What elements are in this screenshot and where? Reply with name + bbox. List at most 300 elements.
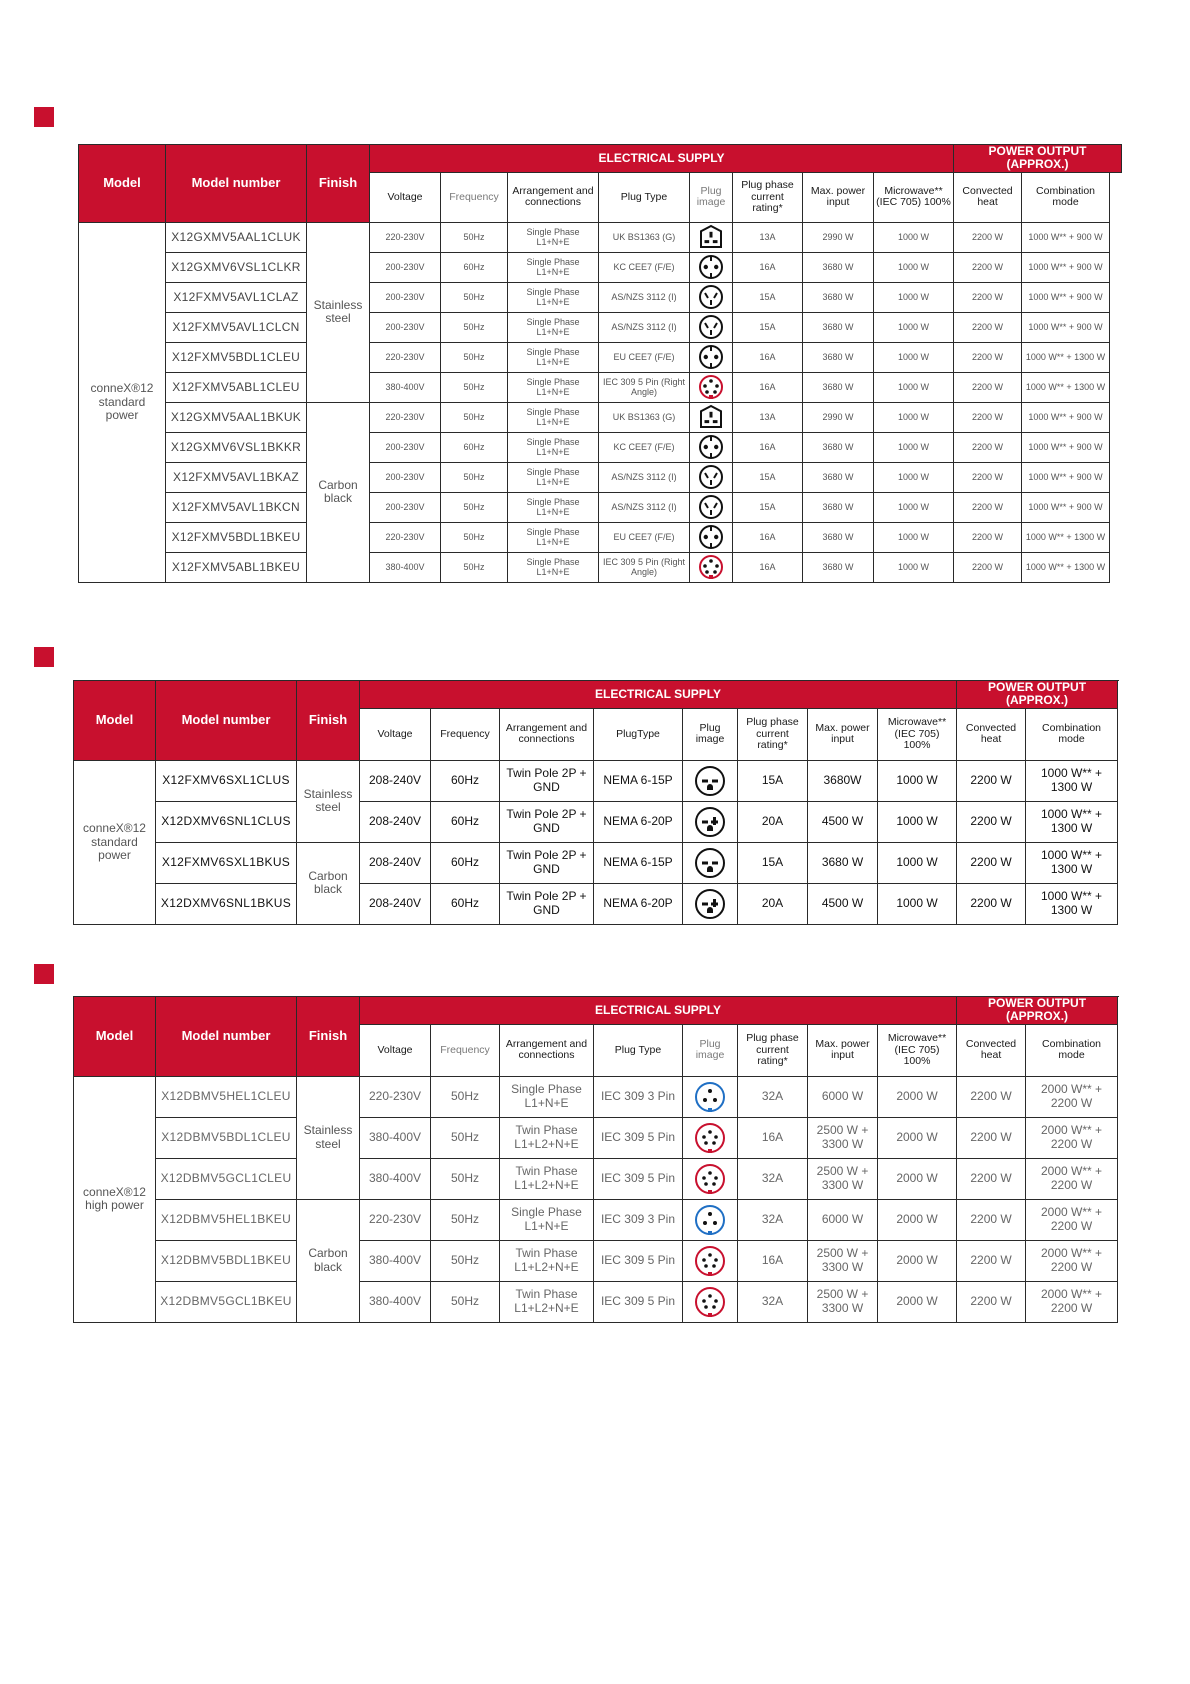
voltage-cell: 380-400V (360, 1240, 431, 1281)
microwave-cell: 1000 W (878, 760, 957, 801)
voltage-cell: 380-400V (370, 372, 441, 402)
combination-cell: 1000 W** + 900 W (1022, 252, 1110, 282)
table-row (79, 432, 1122, 462)
frequency-cell: 50Hz (441, 312, 508, 342)
plug-image-cell (683, 1076, 738, 1117)
finish-carbon: Carbon black (297, 1199, 360, 1322)
plug-type-cell: IEC 309 5 Pin (Right Angle) (599, 552, 690, 582)
schuko-plug-icon (698, 532, 724, 542)
frequency-cell: 60Hz (431, 883, 500, 924)
frequency-cell: 50Hz (441, 342, 508, 372)
convected-cell: 2200 W (957, 1158, 1026, 1199)
col-header-frequency: Frequency (431, 1024, 500, 1076)
current-rating-cell: 15A (738, 842, 808, 883)
col-header-microwave: Microwave** (IEC 705) 100% (878, 1024, 957, 1076)
frequency-cell: 60Hz (441, 252, 508, 282)
table-row (74, 883, 1118, 924)
plug-image-cell (690, 552, 733, 582)
plug-image-cell (690, 342, 733, 372)
au-plug-icon (698, 502, 724, 512)
voltage-cell: 208-240V (360, 760, 431, 801)
table-row (74, 1240, 1118, 1281)
col-header-frequency: Frequency (441, 172, 508, 222)
plug-type-cell: IEC 309 5 Pin (594, 1117, 683, 1158)
frequency-cell: 50Hz (441, 522, 508, 552)
max-power-cell: 3680 W (803, 372, 874, 402)
microwave-cell: 1000 W (874, 492, 954, 522)
microwave-cell: 2000 W (878, 1117, 957, 1158)
max-power-cell: 3680W (808, 760, 878, 801)
plug-image-cell (690, 282, 733, 312)
arrangement-cell: Twin Pole 2P + GND (500, 801, 594, 842)
nema-6-20-plug-icon (694, 813, 726, 830)
schuko-plug-icon (698, 262, 724, 272)
table-row (79, 312, 1122, 342)
max-power-cell: 3680 W (808, 842, 878, 883)
convected-cell: 2200 W (957, 1281, 1026, 1322)
microwave-cell: 1000 W (878, 801, 957, 842)
plug-image-cell (690, 312, 733, 342)
arrangement-cell: Twin Phase L1+L2+N+E (500, 1117, 594, 1158)
current-rating-cell: 16A (733, 252, 803, 282)
col-header-plug-image: Plug image (690, 172, 733, 222)
plug-type-cell: IEC 309 5 Pin (Right Angle) (599, 372, 690, 402)
model-number: X12FXMV5AVL1BKAZ (166, 462, 307, 492)
spec-table-3 (73, 996, 1118, 1323)
voltage-cell: 380-400V (360, 1117, 431, 1158)
col-header-voltage: Voltage (360, 1024, 431, 1076)
arrangement-cell: Twin Phase L1+L2+N+E (500, 1240, 594, 1281)
col-header-combination: Combination mode (1026, 1024, 1118, 1076)
plug-type-cell: NEMA 6-20P (594, 801, 683, 842)
iec-5pin-red-plug-icon (698, 562, 724, 572)
col-header-model-number: Model number (166, 145, 307, 223)
microwave-cell: 1000 W (874, 222, 954, 252)
au-plug-icon (698, 472, 724, 482)
arrangement-cell: Twin Pole 2P + GND (500, 842, 594, 883)
combination-cell: 1000 W** + 900 W (1022, 282, 1110, 312)
model-number: X12FXMV5ABL1BKEU (166, 552, 307, 582)
col-header-plug-phase: Plug phase current rating* (738, 1024, 808, 1076)
combination-cell: 1000 W** + 1300 W (1022, 552, 1110, 582)
model-number: X12FXMV6SXL1BKUS (156, 842, 297, 883)
model-number: X12DBMV5GCL1BKEU (156, 1281, 297, 1322)
plug-image-cell (690, 222, 733, 252)
col-header-finish: Finish (297, 681, 360, 761)
current-rating-cell: 16A (733, 552, 803, 582)
col-header-convected: Convected heat (954, 172, 1022, 222)
col-header-plug-type: PlugType (594, 708, 683, 760)
plug-type-cell: AS/NZS 3112 (I) (599, 492, 690, 522)
current-rating-cell: 32A (738, 1076, 808, 1117)
current-rating-cell: 20A (738, 883, 808, 924)
col-header-microwave: Microwave** (IEC 705) 100% (878, 708, 957, 760)
microwave-cell: 1000 W (874, 372, 954, 402)
combination-cell: 1000 W** + 1300 W (1022, 372, 1110, 402)
col-header-max-power: Max. power input (803, 172, 874, 222)
plug-image-cell (683, 842, 738, 883)
current-rating-cell: 32A (738, 1281, 808, 1322)
convected-cell: 2200 W (954, 222, 1022, 252)
col-header-arrangement: Arrangement and connections (500, 1024, 594, 1076)
finish-stainless: Stainless steel (297, 760, 360, 842)
combination-cell: 1000 W** + 900 W (1022, 222, 1110, 252)
voltage-cell: 380-400V (360, 1158, 431, 1199)
current-rating-cell: 13A (733, 222, 803, 252)
model-number: X12FXMV5ABL1CLEU (166, 372, 307, 402)
table-row (74, 1076, 1118, 1117)
voltage-cell: 200-230V (370, 282, 441, 312)
combination-cell: 1000 W** + 1300 W (1026, 883, 1118, 924)
col-header-plug-phase: Plug phase current rating* (733, 172, 803, 222)
col-header-combination: Combination mode (1026, 708, 1118, 760)
col-header-model: Model (79, 145, 166, 223)
frequency-cell: 50Hz (431, 1117, 500, 1158)
convected-cell: 2200 W (954, 342, 1022, 372)
nema-6-15-plug-icon (694, 854, 726, 871)
convected-cell: 2200 W (957, 883, 1026, 924)
convected-cell: 2200 W (954, 282, 1022, 312)
model-number: X12GXMV5AAL1BKUK (166, 402, 307, 432)
model-number: X12FXMV5BDL1BKEU (166, 522, 307, 552)
combination-cell: 2000 W** + 2200 W (1026, 1158, 1118, 1199)
microwave-cell: 1000 W (874, 432, 954, 462)
arrangement-cell: Single Phase L1+N+E (508, 522, 599, 552)
frequency-cell: 50Hz (441, 552, 508, 582)
convected-cell: 2200 W (954, 252, 1022, 282)
col-header-plug-type: Plug Type (599, 172, 690, 222)
col-header-plug-image: Plug image (683, 1024, 738, 1076)
microwave-cell: 2000 W (878, 1281, 957, 1322)
model-number: X12DBMV5BDL1CLEU (156, 1117, 297, 1158)
plug-image-cell (683, 1158, 738, 1199)
table-row (79, 222, 1122, 252)
convected-cell: 2200 W (954, 312, 1022, 342)
plug-image-cell (690, 462, 733, 492)
microwave-cell: 1000 W (874, 312, 954, 342)
plug-type-cell: AS/NZS 3112 (I) (599, 312, 690, 342)
frequency-cell: 50Hz (431, 1240, 500, 1281)
finish-carbon: Carbon black (297, 842, 360, 924)
arrangement-cell: Single Phase L1+N+E (508, 432, 599, 462)
convected-cell: 2200 W (954, 432, 1022, 462)
model-number: X12FXMV5AVL1CLAZ (166, 282, 307, 312)
schuko-plug-icon (698, 442, 724, 452)
col-header-model: Model (74, 681, 156, 761)
max-power-cell: 3680 W (803, 552, 874, 582)
model-number: X12DXMV6SNL1BKUS (156, 883, 297, 924)
frequency-cell: 50Hz (441, 402, 508, 432)
max-power-cell: 3680 W (803, 342, 874, 372)
current-rating-cell: 16A (738, 1240, 808, 1281)
voltage-cell: 200-230V (370, 462, 441, 492)
convected-cell: 2200 W (957, 1076, 1026, 1117)
arrangement-cell: Twin Phase L1+L2+N+E (500, 1281, 594, 1322)
model-number: X12DBMV5HEL1BKEU (156, 1199, 297, 1240)
model-number: X12FXMV5BDL1CLEU (166, 342, 307, 372)
combination-cell: 1000 W** + 900 W (1022, 312, 1110, 342)
model-number: X12DXMV6SNL1CLUS (156, 801, 297, 842)
frequency-cell: 50Hz (431, 1076, 500, 1117)
frequency-cell: 50Hz (441, 492, 508, 522)
max-power-cell: 2990 W (803, 222, 874, 252)
section-marker-1 (34, 107, 54, 127)
microwave-cell: 1000 W (878, 842, 957, 883)
table-row (79, 402, 1122, 432)
nema-6-20-plug-icon (694, 895, 726, 912)
max-power-cell: 2500 W + 3300 W (808, 1117, 878, 1158)
section-marker-3 (34, 964, 54, 984)
plug-image-cell (683, 1240, 738, 1281)
uk-plug-icon (698, 412, 724, 422)
table-row (79, 462, 1122, 492)
voltage-cell: 200-230V (370, 252, 441, 282)
col-header-arrangement: Arrangement and connections (508, 172, 599, 222)
convected-cell: 2200 W (954, 402, 1022, 432)
current-rating-cell: 32A (738, 1199, 808, 1240)
plug-type-cell: IEC 309 5 Pin (594, 1281, 683, 1322)
combination-cell: 1000 W** + 1300 W (1026, 842, 1118, 883)
table-row (79, 492, 1122, 522)
group-header-power-output: POWER OUTPUT (APPROX.) (957, 681, 1118, 709)
convected-cell: 2200 W (954, 462, 1022, 492)
microwave-cell: 1000 W (874, 552, 954, 582)
combination-cell: 1000 W** + 900 W (1022, 492, 1110, 522)
arrangement-cell: Single Phase L1+N+E (508, 252, 599, 282)
group-header-electrical-supply: ELECTRICAL SUPPLY (370, 145, 954, 173)
frequency-cell: 50Hz (441, 222, 508, 252)
table-row (79, 282, 1122, 312)
col-header-max-power: Max. power input (808, 708, 878, 760)
convected-cell: 2200 W (954, 492, 1022, 522)
convected-cell: 2200 W (954, 522, 1022, 552)
combination-cell: 2000 W** + 2200 W (1026, 1199, 1118, 1240)
combination-cell: 2000 W** + 2200 W (1026, 1117, 1118, 1158)
microwave-cell: 2000 W (878, 1240, 957, 1281)
max-power-cell: 3680 W (803, 522, 874, 552)
model-number: X12DBMV5HEL1CLEU (156, 1076, 297, 1117)
microwave-cell: 2000 W (878, 1158, 957, 1199)
model-number: X12GXMV5AAL1CLUK (166, 222, 307, 252)
finish-carbon: Carbon black (307, 402, 370, 582)
convected-cell: 2200 W (957, 1199, 1026, 1240)
max-power-cell: 6000 W (808, 1076, 878, 1117)
voltage-cell: 380-400V (360, 1281, 431, 1322)
plug-image-cell (690, 492, 733, 522)
table-row (74, 1281, 1118, 1322)
plug-image-cell (683, 1199, 738, 1240)
arrangement-cell: Single Phase L1+N+E (508, 402, 599, 432)
plug-image-cell (683, 1281, 738, 1322)
arrangement-cell: Single Phase L1+N+E (508, 282, 599, 312)
combination-cell: 1000 W** + 900 W (1022, 462, 1110, 492)
arrangement-cell: Single Phase L1+N+E (508, 372, 599, 402)
microwave-cell: 1000 W (874, 342, 954, 372)
model-number: X12FXMV5AVL1CLCN (166, 312, 307, 342)
current-rating-cell: 15A (733, 462, 803, 492)
col-header-combination: Combination mode (1022, 172, 1110, 222)
model-number: X12DBMV5BDL1BKEU (156, 1240, 297, 1281)
group-header-power-output: POWER OUTPUT (APPROX.) (954, 145, 1122, 173)
current-rating-cell: 16A (733, 522, 803, 552)
plug-type-cell: NEMA 6-15P (594, 842, 683, 883)
plug-image-cell (683, 883, 738, 924)
table-row (74, 1199, 1118, 1240)
voltage-cell: 220-230V (370, 222, 441, 252)
arrangement-cell: Twin Phase L1+L2+N+E (500, 1158, 594, 1199)
convected-cell: 2200 W (957, 760, 1026, 801)
combination-cell: 1000 W** + 900 W (1022, 402, 1110, 432)
voltage-cell: 220-230V (370, 402, 441, 432)
col-header-voltage: Voltage (360, 708, 431, 760)
plug-image-cell (683, 760, 738, 801)
max-power-cell: 4500 W (808, 801, 878, 842)
col-header-frequency: Frequency (431, 708, 500, 760)
current-rating-cell: 32A (738, 1158, 808, 1199)
voltage-cell: 200-230V (370, 492, 441, 522)
arrangement-cell: Single Phase L1+N+E (500, 1076, 594, 1117)
plug-type-cell: EU CEE7 (F/E) (599, 342, 690, 372)
current-rating-cell: 13A (733, 402, 803, 432)
table-row (79, 252, 1122, 282)
arrangement-cell: Single Phase L1+N+E (500, 1199, 594, 1240)
combination-cell: 2000 W** + 2200 W (1026, 1240, 1118, 1281)
current-rating-cell: 16A (733, 372, 803, 402)
current-rating-cell: 16A (738, 1117, 808, 1158)
group-header-electrical-supply: ELECTRICAL SUPPLY (360, 681, 957, 709)
voltage-cell: 200-230V (370, 432, 441, 462)
frequency-cell: 50Hz (431, 1158, 500, 1199)
model-number: X12FXMV6SXL1CLUS (156, 760, 297, 801)
section-marker-2 (34, 647, 54, 667)
current-rating-cell: 15A (733, 492, 803, 522)
plug-image-cell (690, 372, 733, 402)
spec-table-2 (73, 680, 1118, 925)
table-row (74, 760, 1118, 801)
max-power-cell: 2990 W (803, 402, 874, 432)
frequency-cell: 60Hz (441, 432, 508, 462)
finish-stainless: Stainless steel (307, 222, 370, 402)
frequency-cell: 60Hz (431, 760, 500, 801)
combination-cell: 1000 W** + 1300 W (1022, 342, 1110, 372)
frequency-cell: 50Hz (431, 1199, 500, 1240)
model-name: conneX®12 standard power (79, 222, 166, 582)
plug-image-cell (690, 432, 733, 462)
convected-cell: 2200 W (957, 842, 1026, 883)
voltage-cell: 220-230V (370, 522, 441, 552)
table-row (79, 372, 1122, 402)
model-number: X12GXMV6VSL1CLKR (166, 252, 307, 282)
current-rating-cell: 15A (738, 760, 808, 801)
col-header-finish: Finish (307, 145, 370, 223)
col-header-max-power: Max. power input (808, 1024, 878, 1076)
plug-type-cell: KC CEE7 (F/E) (599, 252, 690, 282)
table-row (79, 552, 1122, 582)
plug-type-cell: EU CEE7 (F/E) (599, 522, 690, 552)
schuko-plug-icon (698, 352, 724, 362)
convected-cell: 2200 W (954, 372, 1022, 402)
table-row (79, 522, 1122, 552)
table-row (74, 1117, 1118, 1158)
model-number: X12DBMV5GCL1CLEU (156, 1158, 297, 1199)
arrangement-cell: Single Phase L1+N+E (508, 222, 599, 252)
frequency-cell: 50Hz (441, 372, 508, 402)
frequency-cell: 50Hz (441, 282, 508, 312)
col-header-arrangement: Arrangement and connections (500, 708, 594, 760)
nema-6-15-plug-icon (694, 772, 726, 789)
current-rating-cell: 20A (738, 801, 808, 842)
finish-stainless: Stainless steel (297, 1076, 360, 1199)
model-name: conneX®12 high power (74, 1076, 156, 1322)
max-power-cell: 3680 W (803, 492, 874, 522)
col-header-plug-image: Plug image (683, 708, 738, 760)
iec-5pin-red-plug-icon (698, 382, 724, 392)
microwave-cell: 1000 W (874, 252, 954, 282)
plug-image-cell (690, 402, 733, 432)
combination-cell: 1000 W** + 1300 W (1026, 760, 1118, 801)
au-plug-icon (698, 322, 724, 332)
arrangement-cell: Single Phase L1+N+E (508, 312, 599, 342)
au-plug-icon (698, 292, 724, 302)
col-header-model: Model (74, 997, 156, 1077)
current-rating-cell: 16A (733, 432, 803, 462)
plug-image-cell (683, 801, 738, 842)
plug-type-cell: IEC 309 3 Pin (594, 1076, 683, 1117)
current-rating-cell: 15A (733, 312, 803, 342)
plug-type-cell: NEMA 6-15P (594, 760, 683, 801)
max-power-cell: 3680 W (803, 282, 874, 312)
col-header-convected: Convected heat (957, 1024, 1026, 1076)
microwave-cell: 1000 W (878, 883, 957, 924)
table-row (74, 1158, 1118, 1199)
col-header-plug-phase: Plug phase current rating* (738, 708, 808, 760)
spec-table-1 (78, 144, 1122, 583)
convected-cell: 2200 W (957, 1117, 1026, 1158)
voltage-cell: 200-230V (370, 312, 441, 342)
combination-cell: 1000 W** + 1300 W (1022, 522, 1110, 552)
voltage-cell: 208-240V (360, 801, 431, 842)
convected-cell: 2200 W (954, 552, 1022, 582)
voltage-cell: 208-240V (360, 842, 431, 883)
voltage-cell: 380-400V (370, 552, 441, 582)
max-power-cell: 2500 W + 3300 W (808, 1240, 878, 1281)
plug-type-cell: AS/NZS 3112 (I) (599, 462, 690, 492)
iec-3pin-blue-plug-icon (694, 1211, 726, 1228)
microwave-cell: 1000 W (874, 522, 954, 552)
combination-cell: 1000 W** + 1300 W (1026, 801, 1118, 842)
combination-cell: 1000 W** + 900 W (1022, 432, 1110, 462)
max-power-cell: 2500 W + 3300 W (808, 1281, 878, 1322)
microwave-cell: 1000 W (874, 402, 954, 432)
col-header-model-number: Model number (156, 997, 297, 1077)
max-power-cell: 3680 W (803, 252, 874, 282)
plug-image-cell (690, 252, 733, 282)
microwave-cell: 1000 W (874, 282, 954, 312)
col-header-model-number: Model number (156, 681, 297, 761)
max-power-cell: 3680 W (803, 312, 874, 342)
arrangement-cell: Single Phase L1+N+E (508, 342, 599, 372)
model-name: conneX®12 standard power (74, 760, 156, 924)
plug-type-cell: IEC 309 3 Pin (594, 1199, 683, 1240)
iec-5pin-red-plug-icon (694, 1170, 726, 1187)
voltage-cell: 220-230V (360, 1076, 431, 1117)
frequency-cell: 60Hz (431, 842, 500, 883)
current-rating-cell: 16A (733, 342, 803, 372)
group-header-electrical-supply: ELECTRICAL SUPPLY (360, 997, 957, 1025)
col-header-plug-type: Plug Type (594, 1024, 683, 1076)
col-header-microwave: Microwave** (IEC 705) 100% (874, 172, 954, 222)
arrangement-cell: Single Phase L1+N+E (508, 492, 599, 522)
